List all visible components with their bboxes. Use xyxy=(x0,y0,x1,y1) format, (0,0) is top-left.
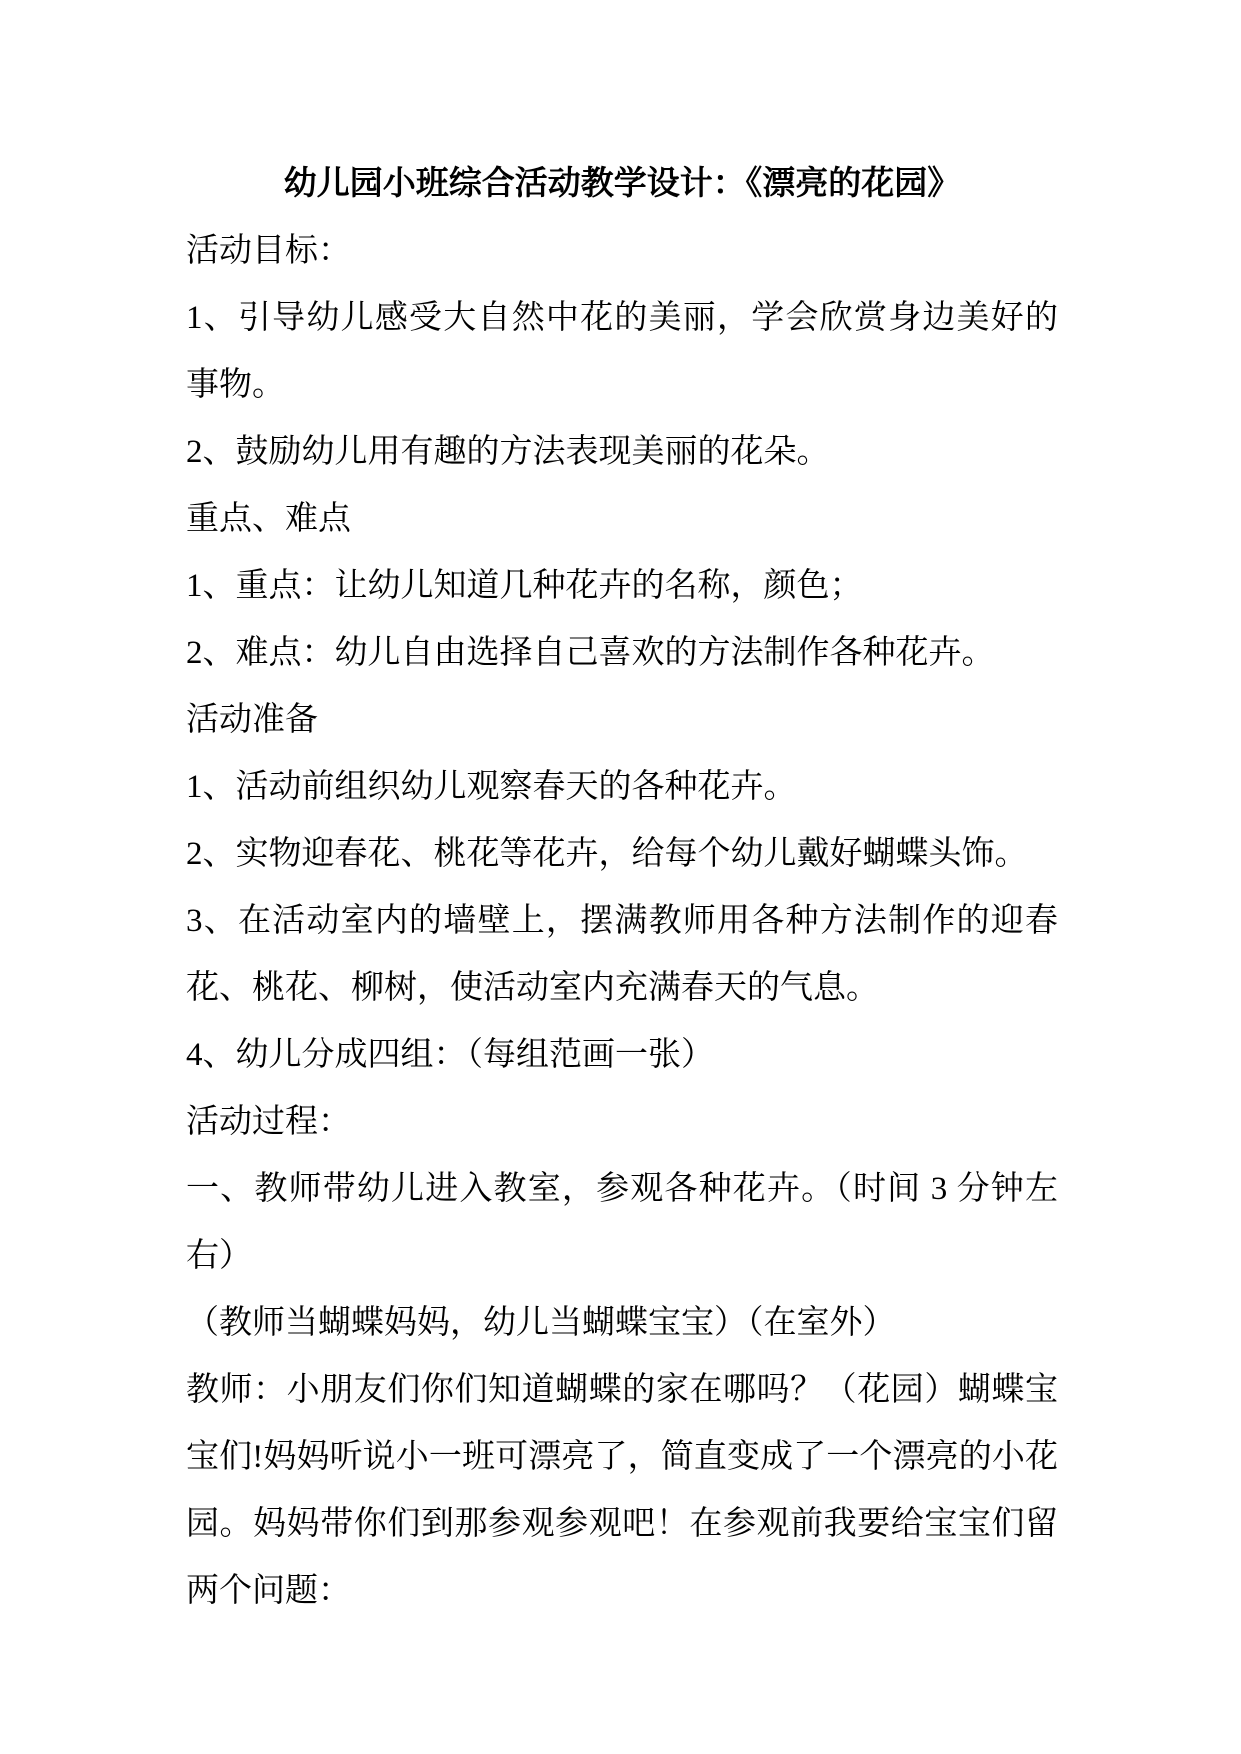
paragraph-key-point-1 xyxy=(186,553,1058,620)
text-line: （教师当蝴蝶妈妈，幼儿当蝴蝶宝宝）（在室外） xyxy=(186,1305,896,1341)
paragraph-preparation-2 xyxy=(186,821,1058,888)
text-line: 活动目标： xyxy=(186,233,351,269)
text-line: 1、引导幼儿感受大自然中花的美丽，学会欣赏身边美好的 xyxy=(186,300,1058,336)
text-line: 1、活动前组织幼儿观察春天的各种花卉。 xyxy=(186,769,797,805)
text-line: 两个问题： xyxy=(186,1573,351,1609)
text-line: 教师：小朋友们你们知道蝴蝶的家在哪吗？（花园）蝴蝶宝 xyxy=(186,1372,1058,1408)
heading-activity-goals xyxy=(186,218,1058,285)
heading-process xyxy=(186,1089,1058,1156)
document-body xyxy=(186,151,1058,1625)
paragraph-process-step-1 xyxy=(186,1156,1058,1290)
text-line: 2、实物迎春花、桃花等花卉，给每个幼儿戴好蝴蝶头饰。 xyxy=(186,836,1028,872)
paragraph-roles xyxy=(186,1290,1058,1357)
text-line: 活动过程： xyxy=(186,1104,351,1140)
paragraph-preparation-3 xyxy=(186,888,1058,1022)
text-line: 3、在活动室内的墙壁上，摆满教师用各种方法制作的迎春 xyxy=(186,903,1058,939)
text-line: 园。妈妈带你们到那参观参观吧！在参观前我要给宝宝们留 xyxy=(186,1506,1058,1542)
paragraph-preparation-1 xyxy=(186,754,1058,821)
paragraph-goal-2 xyxy=(186,419,1058,486)
text-line: 1、重点：让幼儿知道几种花卉的名称，颜色； xyxy=(186,568,863,604)
paragraph-preparation-4 xyxy=(186,1022,1058,1089)
text-line: 重点、难点 xyxy=(186,501,351,537)
page-title: 幼儿园小班综合活动教学设计：《漂亮的花园》 xyxy=(283,166,961,202)
text-line: 活动准备 xyxy=(186,702,318,738)
text-line: 一、教师带幼儿进入教室，参观各种花卉。（时间 3 分钟左 xyxy=(186,1171,1058,1207)
paragraph-goal-1 xyxy=(186,285,1058,419)
text-line: 2、难点：幼儿自由选择自己喜欢的方法制作各种花卉。 xyxy=(186,635,995,671)
paragraph-teacher-speech xyxy=(186,1357,1058,1625)
heading-preparation xyxy=(186,687,1058,754)
text-line: 宝们!妈妈听说小一班可漂亮了，简直变成了一个漂亮的小花 xyxy=(186,1439,1058,1475)
heading-key-points xyxy=(186,486,1058,553)
text-line: 2、鼓励幼儿用有趣的方法表现美丽的花朵。 xyxy=(186,434,830,470)
text-line: 事物。 xyxy=(186,367,285,403)
text-line: 花、桃花、柳树，使活动室内充满春天的气息。 xyxy=(186,970,879,1006)
text-line: 4、幼儿分成四组：（每组范画一张） xyxy=(186,1037,714,1073)
paragraph-key-point-2 xyxy=(186,620,1058,687)
text-line: 右） xyxy=(186,1238,252,1274)
